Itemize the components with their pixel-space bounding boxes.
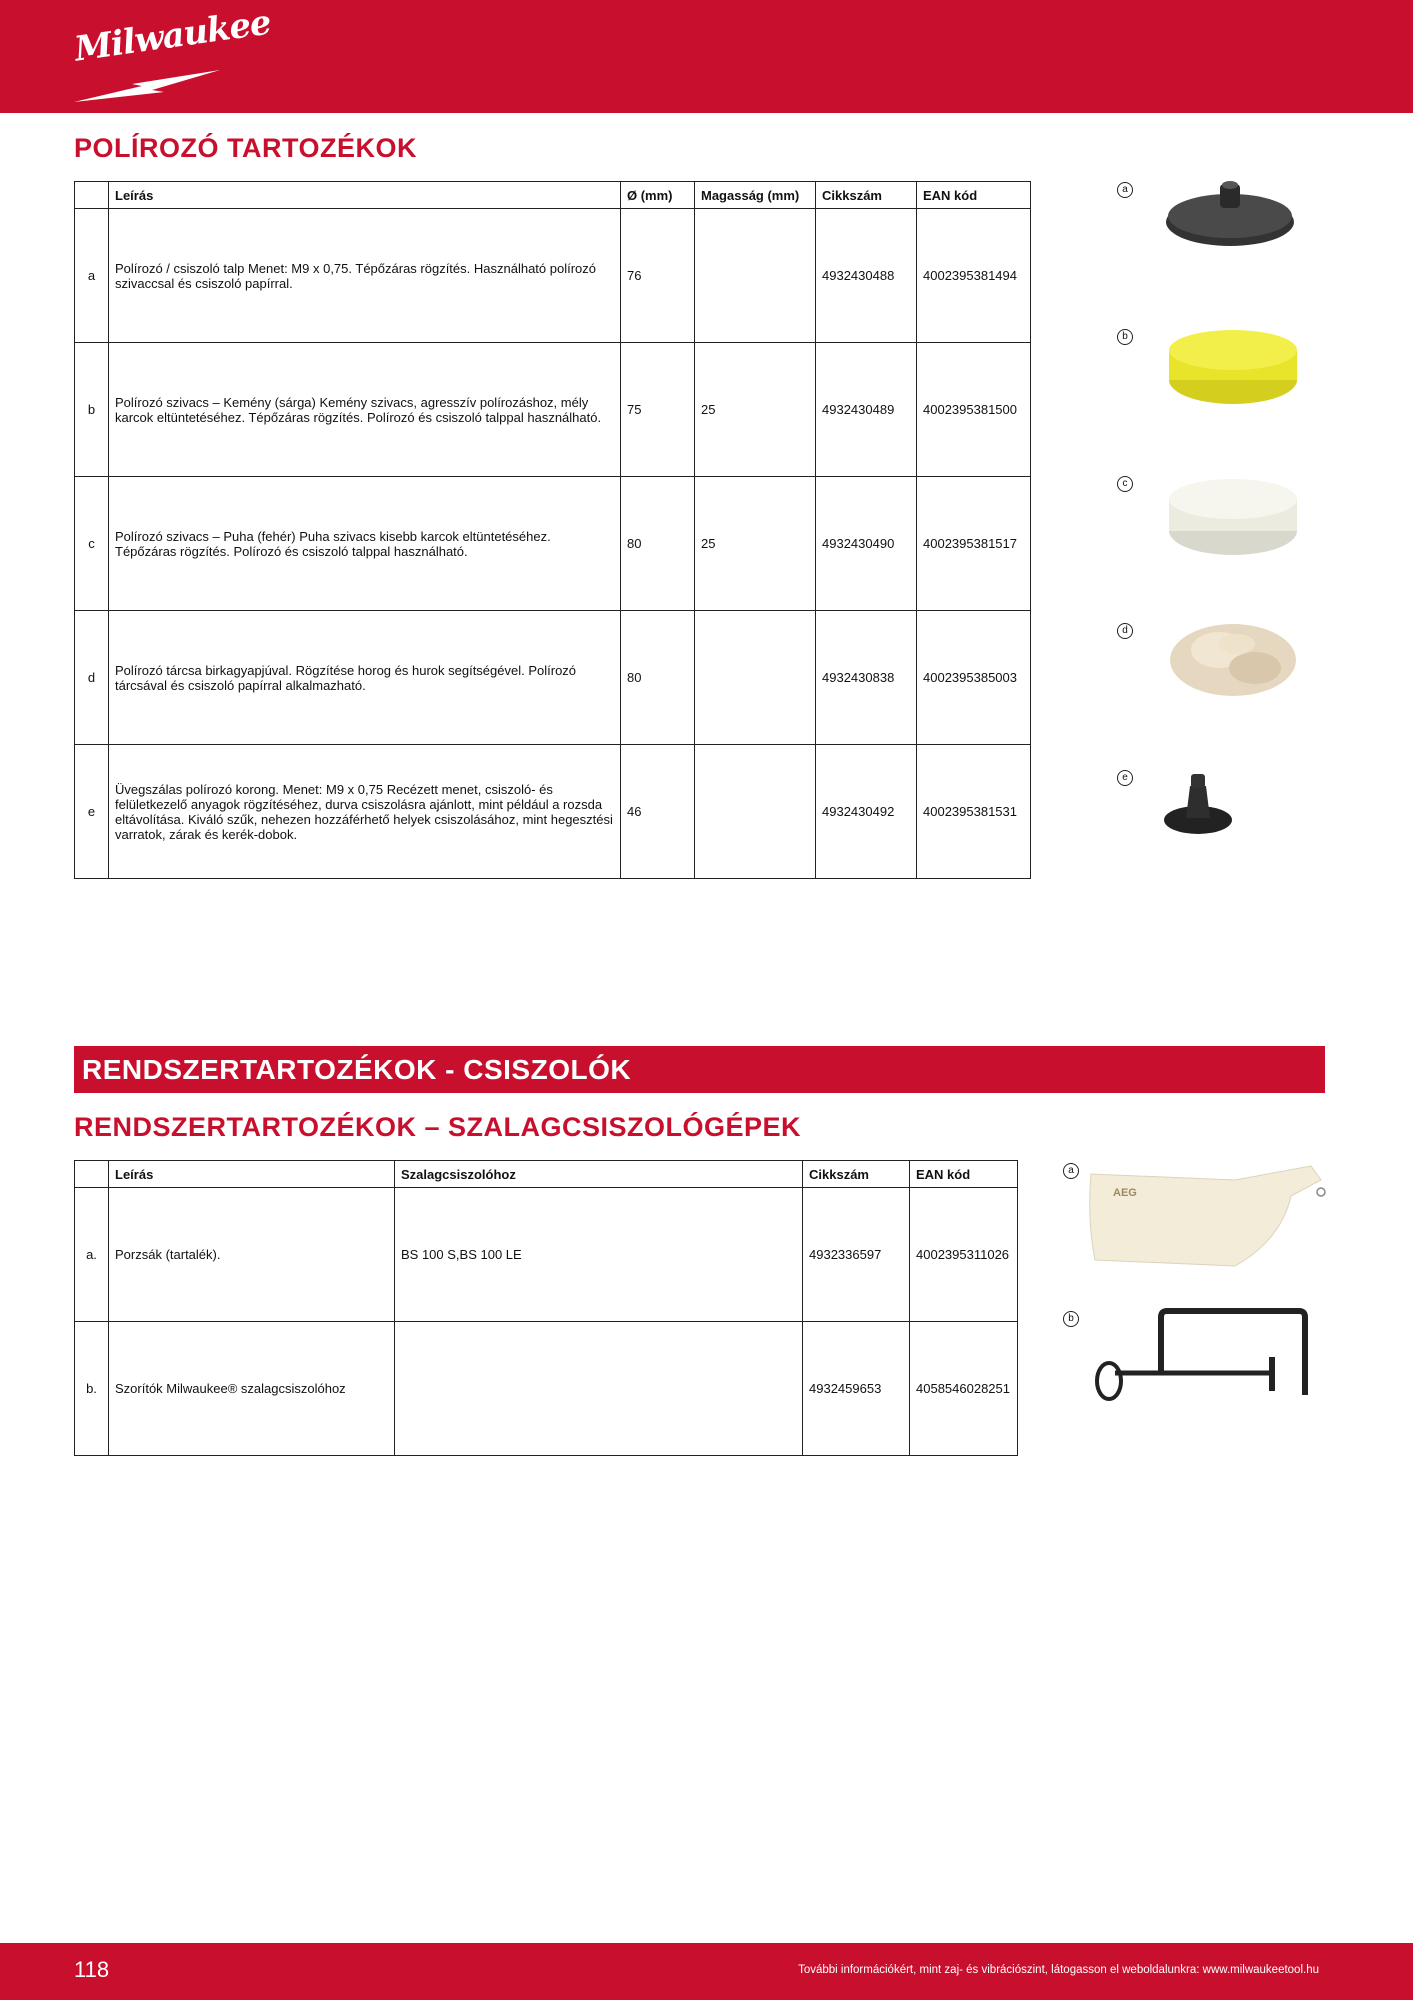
table-row bbox=[75, 209, 1031, 343]
row-index: b. bbox=[75, 1322, 109, 1456]
marker-b: b bbox=[1117, 329, 1133, 345]
banner-title: RENDSZERTARTOZÉKOK - CSISZOLÓK bbox=[82, 1054, 632, 1085]
row-ean: 4002395385003 bbox=[917, 611, 1031, 745]
dust-bag-image bbox=[1085, 1160, 1330, 1275]
row-article-number: 4932430838 bbox=[816, 611, 917, 745]
white-sponge-image bbox=[1163, 475, 1303, 560]
row-diameter: 46 bbox=[621, 745, 695, 879]
header-index bbox=[75, 182, 109, 209]
lightning-bolt-icon bbox=[72, 68, 222, 108]
row-index: d bbox=[75, 611, 109, 745]
header-description: Leírás bbox=[109, 182, 621, 209]
clamp-image bbox=[1085, 1305, 1315, 1415]
dust-bag-label: AEG bbox=[1113, 1187, 1137, 1199]
row-height bbox=[695, 209, 816, 343]
row-description: Polírozó szivacs – Kemény (sárga) Kemény szivacs, agresszív polírozáshoz, mély karcok eltüntetéséhez. Tépőzáras rögzítés. Polírozó és csiszoló talppal használható. bbox=[109, 343, 621, 477]
table-row bbox=[75, 745, 1031, 879]
fiberglass-disc-image bbox=[1160, 768, 1240, 838]
header-article-number: Cikkszám bbox=[803, 1161, 910, 1188]
row-index: a bbox=[75, 209, 109, 343]
row-diameter: 75 bbox=[621, 343, 695, 477]
row-index: e bbox=[75, 745, 109, 879]
row-ean: 4058546028251 bbox=[910, 1322, 1018, 1456]
table-row bbox=[75, 611, 1031, 745]
row-height bbox=[695, 611, 816, 745]
table-row bbox=[75, 1322, 1018, 1456]
row-article-number: 4932336597 bbox=[803, 1188, 910, 1322]
header-article-number: Cikkszám bbox=[816, 182, 917, 209]
header-height: Magasság (mm) bbox=[695, 182, 816, 209]
row-description: Szorítók Milwaukee® szalagcsiszolóhoz bbox=[109, 1322, 395, 1456]
table-header-row bbox=[75, 182, 1031, 209]
row-ean: 4002395381517 bbox=[917, 477, 1031, 611]
header-bar bbox=[0, 0, 1413, 113]
section-banner bbox=[74, 1046, 1325, 1093]
header-diameter: Ø (mm) bbox=[621, 182, 695, 209]
row-article-number: 4932430492 bbox=[816, 745, 917, 879]
belt-sander-accessories-table bbox=[74, 1160, 1018, 1456]
row-article-number: 4932459653 bbox=[803, 1322, 910, 1456]
header-belt-sander: Szalagcsiszolóhoz bbox=[395, 1161, 803, 1188]
wool-pad-image bbox=[1163, 614, 1303, 704]
footer-info-text[interactable]: További információkért, mint zaj- és vibrációszint, látogasson el weboldalunkra: www.milwaukeetool.hu bbox=[798, 1964, 1319, 1976]
header-ean: EAN kód bbox=[910, 1161, 1018, 1188]
row-belt-sander: BS 100 S,BS 100 LE bbox=[395, 1188, 803, 1322]
row-diameter: 80 bbox=[621, 477, 695, 611]
marker-c: c bbox=[1117, 476, 1133, 492]
row-height bbox=[695, 745, 816, 879]
header-description: Leírás bbox=[109, 1161, 395, 1188]
row-article-number: 4932430488 bbox=[816, 209, 917, 343]
table-header-row bbox=[75, 1161, 1018, 1188]
row-description: Polírozó tárcsa birkagyapjúval. Rögzítése horog és hurok segítségével. Polírozó tárcsával és csiszoló papírral alkalmazható. bbox=[109, 611, 621, 745]
row-description: Porzsák (tartalék). bbox=[109, 1188, 395, 1322]
section-title-belt-sanders: RENDSZERTARTOZÉKOK – SZALAGCSISZOLÓGÉPEK bbox=[74, 1112, 802, 1142]
row-article-number: 4932430490 bbox=[816, 477, 917, 611]
header-ean: EAN kód bbox=[917, 182, 1031, 209]
row-ean: 4002395381500 bbox=[917, 343, 1031, 477]
row-description: Polírozó / csiszoló talp Menet: M9 x 0,75. Tépőzáras rögzítés. Használható polírozó szivaccsal és csiszoló papírral. bbox=[109, 209, 621, 343]
row-index: b bbox=[75, 343, 109, 477]
row-description: Polírozó szivacs – Puha (fehér) Puha szivacs kisebb karcok eltüntetéséhez. Tépőzáras rögzítés. Polírozó és csiszoló talppal használható. bbox=[109, 477, 621, 611]
row-index: a. bbox=[75, 1188, 109, 1322]
table-row bbox=[75, 477, 1031, 611]
row-height: 25 bbox=[695, 343, 816, 477]
milwaukee-logo[interactable] bbox=[72, 2, 273, 108]
marker-b: b bbox=[1063, 1311, 1079, 1327]
marker-a: a bbox=[1063, 1163, 1079, 1179]
row-belt-sander bbox=[395, 1322, 803, 1456]
yellow-sponge-image bbox=[1163, 328, 1303, 408]
marker-a: a bbox=[1117, 182, 1133, 198]
marker-e: e bbox=[1117, 770, 1133, 786]
row-ean: 4002395311026 bbox=[910, 1188, 1018, 1322]
table-row bbox=[75, 1188, 1018, 1322]
footer-bar bbox=[0, 1943, 1413, 2000]
logo-wordmark: Milwaukee bbox=[72, 2, 273, 70]
polishing-accessories-table bbox=[74, 181, 1031, 879]
row-diameter: 80 bbox=[621, 611, 695, 745]
marker-d: d bbox=[1117, 623, 1133, 639]
section-title-polishing: POLÍROZÓ TARTOZÉKOK bbox=[74, 133, 417, 163]
polishing-pad-image bbox=[1160, 180, 1300, 250]
header-index bbox=[75, 1161, 109, 1188]
row-ean: 4002395381531 bbox=[917, 745, 1031, 879]
row-description: Üvegszálas polírozó korong. Menet: M9 x 0,75 Recézett menet, csiszoló- és felületkezelő anyagok rögzítéséhez, durva csiszolásra ajánlott, mint például a rozsda eltávolítása. Kiváló szűk, nehezen hozzáférhető helyek csiszolásához, mint hegesztési varratok, zárak és kerék-dobok. bbox=[109, 745, 621, 879]
row-height: 25 bbox=[695, 477, 816, 611]
table-row bbox=[75, 343, 1031, 477]
row-diameter: 76 bbox=[621, 209, 695, 343]
row-index: c bbox=[75, 477, 109, 611]
page-number: 118 bbox=[74, 1957, 110, 1982]
row-ean: 4002395381494 bbox=[917, 209, 1031, 343]
row-article-number: 4932430489 bbox=[816, 343, 917, 477]
